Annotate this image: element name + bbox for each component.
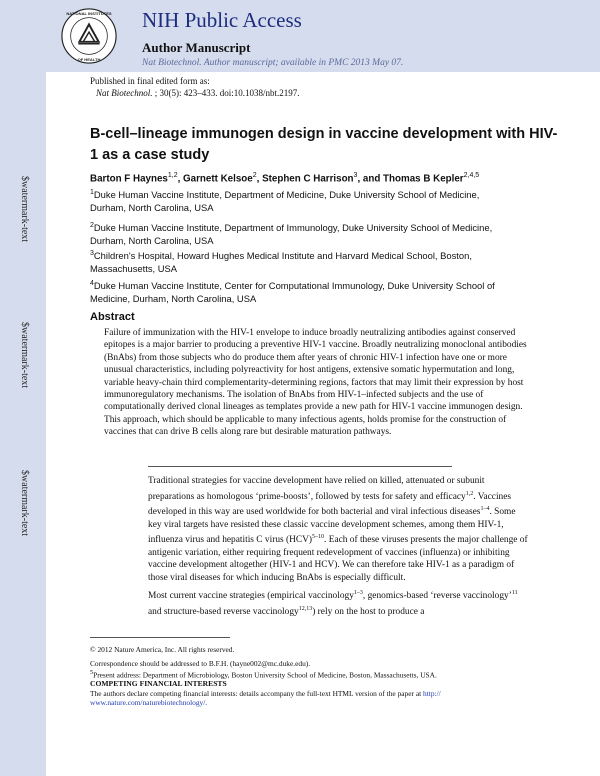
- body-paragraph: [148, 475, 528, 584]
- author-affiliation-sup: 2: [252, 172, 257, 179]
- citation: ; 30(5): 423–433. doi:10.1038/nbt.2197.: [152, 88, 300, 98]
- reference-sup: 12,13: [298, 605, 313, 612]
- abstract-heading: Abstract: [90, 311, 135, 323]
- affiliation-text: Duke Human Vaccine Institute, Department of Immunology, Duke University School of Medicine, Durham, North Carolina, USA: [90, 222, 493, 247]
- section-divider: [148, 466, 452, 467]
- author-affiliation-sup: 3: [353, 172, 358, 179]
- footnote-divider: [90, 637, 230, 638]
- availability-line: Nat Biotechnol. Author manuscript; available in PMC 2013 May 07.: [142, 58, 404, 68]
- author-name: , and Thomas B Kepler: [357, 173, 464, 185]
- nature-link[interactable]: http://: [423, 688, 441, 698]
- watermark-text: $watermark-text: [19, 176, 30, 243]
- body-text: . Each of these viruses presents the major challenge of antigenic variation, either requiring frequent redevelopment of vaccines (influenza) or inhibiting vaccine development altogether (HIV-1 and HCV). We can therefore take HIV-1 as a paradigm of those viral diseases for which inducing BnAbs is especially difficult.: [148, 535, 528, 583]
- footnote-number: 5: [90, 669, 94, 676]
- body-text: Most current vaccine strategies (empirical vaccinology: [148, 591, 354, 602]
- nih-header: [46, 0, 600, 72]
- competing-interests: [90, 679, 530, 708]
- competing-interests-text: The authors declare competing financial interests: details accompany the full-text HTML version of the paper at: [90, 688, 424, 698]
- reference-sup: 5–10: [312, 534, 325, 541]
- body-text: ) rely on the host to produce a: [312, 606, 425, 617]
- article-title: B-cell–lineage immunogen design in vaccine development with HIV-1 as a case study: [90, 126, 558, 163]
- affiliation: [90, 219, 515, 247]
- author-list: [90, 172, 479, 184]
- affiliation-number: 4: [90, 280, 94, 287]
- reference-sup: 1–4: [480, 506, 490, 513]
- affiliation-number: 1: [90, 189, 94, 196]
- affiliation-number: 3: [90, 250, 94, 257]
- watermark-text: $watermark-text: [19, 322, 30, 389]
- nih-public-access-title: NIH Public Access: [142, 8, 302, 32]
- affiliation-number: 2: [90, 222, 94, 229]
- affiliation: [90, 247, 515, 275]
- author-name: , Stephen C Harrison: [256, 173, 354, 185]
- author-affiliation-sup: 2,4,5: [463, 172, 480, 179]
- correspondence-text: Correspondence should be addressed to B.F.H. (hayne002@mc.duke.edu).: [90, 659, 311, 668]
- competing-interests-heading: COMPETING FINANCIAL INTERESTS: [90, 679, 227, 688]
- svg-text:OF HEALTH: OF HEALTH: [77, 57, 101, 63]
- body-text: . Vaccines developed in this way are used worldwide for both bacterial and viral infectious diseases: [148, 491, 512, 518]
- author-manuscript-label: Author Manuscript: [142, 40, 251, 55]
- reference-sup: 1–3: [353, 590, 363, 596]
- nature-link[interactable]: www.nature.com/naturebiotechnology/.: [90, 698, 208, 707]
- publication-info: [90, 75, 300, 99]
- author-name: Barton F Haynes: [90, 173, 168, 185]
- svg-text:NATIONAL INSTITUTES: NATIONAL INSTITUTES: [66, 11, 112, 17]
- correspondence-note: [90, 659, 530, 679]
- watermark-sidebar: [0, 0, 46, 776]
- copyright-notice: © 2012 Nature America, Inc. All rights reserved.: [90, 645, 235, 654]
- nih-logo-icon: [60, 7, 118, 65]
- watermark-text: $watermark-text: [19, 470, 30, 537]
- body-paragraph: [148, 587, 528, 618]
- affiliation-text: Duke Human Vaccine Institute, Center for Computational Immunology, Duke University School of Medicine, Durham, North Carolina, USA: [90, 280, 495, 305]
- reference-sup: 1,2: [465, 490, 474, 497]
- abstract-body: Failure of immunization with the HIV-1 envelope to induce broadly neutralizing antibodies against conserved epitopes is a major barrier to producing a preventive HIV-1 vaccine. Broadly neutralizing monoclonal antibodies (BnAbs) from those subjects who do produce them after years of chronic HIV-1 infection have one or more unusual characteristics, including polyreactivity for host antigens, extensive somatic hypermutation and long, variable heavy-chain third complementarity-determining regions, factors that may limit their expression by host immunoregulatory mechanisms. The isolation of BnAbs from HIV-1–infected subjects and the use of computationally derived clonal lineages as templates provide a new path for HIV-1 vaccine immunogen design. This approach, which should be applicable to many infectious agents, holds promise for the construction of vaccines that can drive B cells along rare but desirable maturation pathways.: [104, 328, 527, 438]
- body-text: and structure-based reverse vaccinology: [148, 606, 299, 617]
- published-in-label: Published in final edited form as:: [90, 76, 210, 86]
- affiliation-text: Children's Hospital, Howard Hughes Medical Institute and Harvard Medical School, Boston, Massachusetts, USA: [90, 250, 472, 275]
- affiliation: [90, 186, 515, 214]
- affiliation: [90, 277, 515, 305]
- reference-sup: 11: [511, 590, 518, 596]
- present-address-text: Present address: Department of Microbiology, Boston University School of Medicine, Boston, Massachusetts, USA.: [93, 669, 437, 679]
- author-name: , Garnett Kelsoe: [177, 173, 253, 185]
- body-text: Traditional strategies for vaccine development have relied on killed, attenuated or subunit preparations as homologous ‘prime-boosts’, followed by tests for safety and efficacy: [148, 476, 485, 502]
- author-affiliation-sup: 1,2: [167, 172, 178, 179]
- affiliation-text: Duke Human Vaccine Institute, Department of Medicine, Duke University School of Medicine, Durham, North Carolina, USA: [90, 189, 480, 214]
- body-text: . Some key viral targets have resisted these classic vaccine development schemes, among them HIV-1, influenza virus and hepatitis C virus (HCV): [148, 507, 516, 546]
- journal-name: Nat Biotechnol.: [96, 88, 153, 98]
- body-text: , genomics-based ‘reverse vaccinology’: [362, 591, 512, 602]
